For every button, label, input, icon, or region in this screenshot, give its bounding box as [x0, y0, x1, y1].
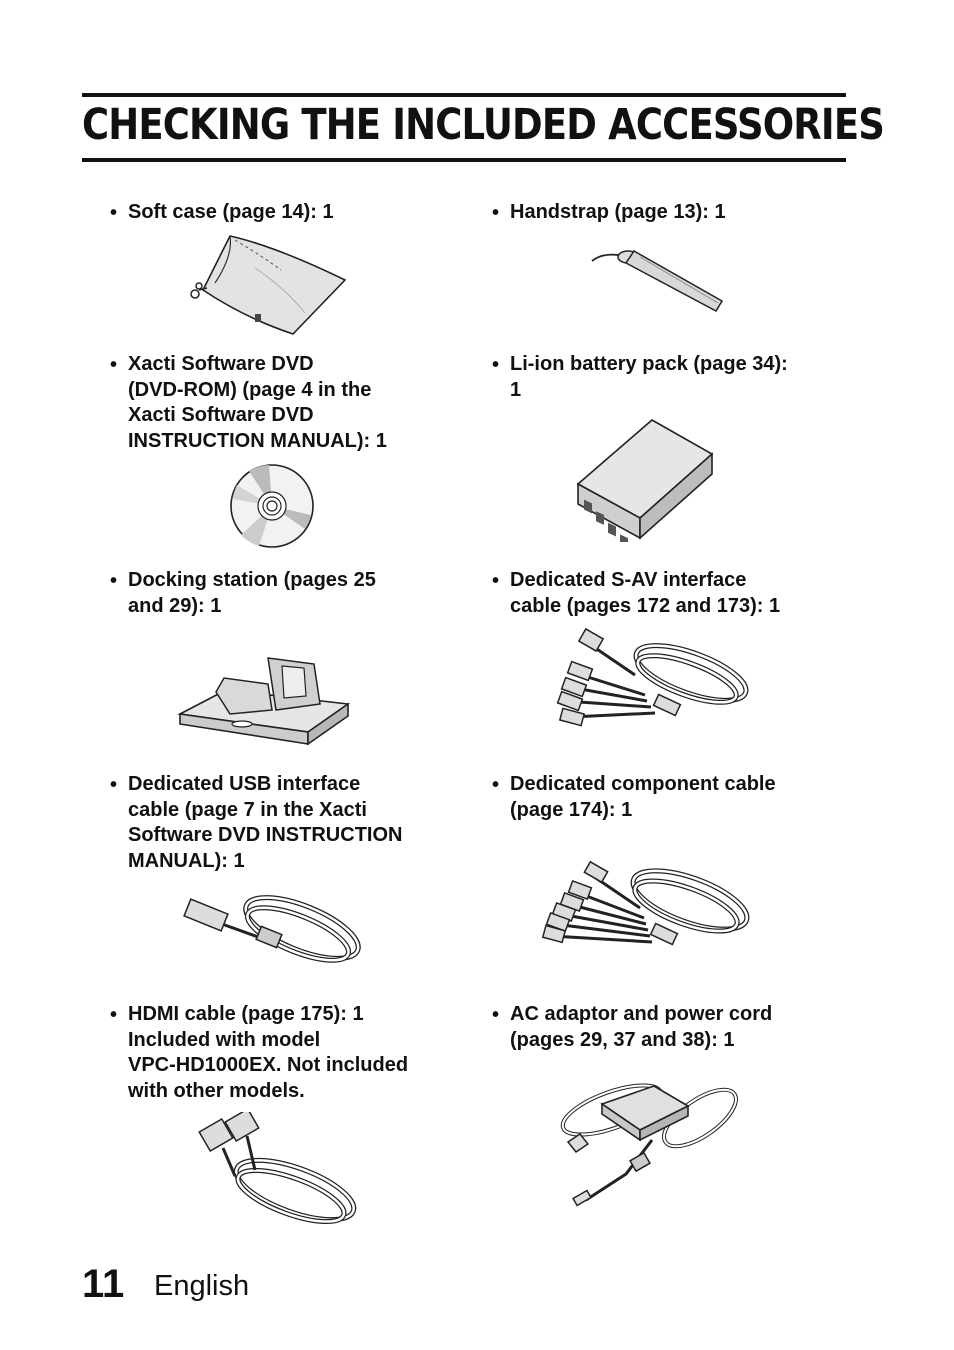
dvd-icon	[229, 463, 315, 549]
bullet: •	[492, 1004, 500, 1026]
battery-pack-icon	[572, 414, 717, 542]
bullet: •	[492, 570, 500, 592]
bullet: •	[110, 570, 118, 592]
sav-cable-icon	[555, 625, 753, 737]
accessory-item-sav-cable	[492, 568, 832, 619]
accessory-label: Li-ion battery pack (page 34): 1	[510, 353, 788, 401]
page-title: CHECKING THE INCLUDED ACCESSORIES	[82, 100, 885, 150]
accessory-label: Handstrap (page 13): 1	[510, 201, 726, 223]
accessory-item-hdmi-cable	[110, 1002, 450, 1104]
bullet: •	[110, 354, 118, 376]
bullet: •	[492, 354, 500, 376]
language-label: English	[154, 1270, 250, 1302]
accessory-label: Docking station (pages 25 and 29): 1	[128, 569, 376, 617]
bullet: •	[492, 774, 500, 796]
accessory-label: Dedicated component cable (page 174): 1	[510, 773, 776, 821]
accessory-item-dvd	[110, 352, 450, 454]
accessory-item-soft-case	[110, 200, 450, 226]
accessory-item-component-cable	[492, 772, 832, 823]
accessory-label: AC adaptor and power cord (pages 29, 37 and 38): 1	[510, 1003, 773, 1051]
bullet: •	[492, 202, 500, 224]
accessory-label: HDMI cable (page 175): 1 Included with model VPC-HD1000EX. Not included with other models.	[128, 1003, 409, 1102]
title-top-rule	[82, 93, 846, 97]
bullet: •	[110, 1004, 118, 1026]
accessory-item-battery	[492, 352, 832, 403]
title-bottom-rule	[82, 158, 846, 162]
soft-case-icon	[185, 228, 350, 338]
accessory-item-handstrap	[492, 200, 832, 226]
accessory-item-docking-station	[110, 568, 450, 619]
component-cable-icon	[540, 852, 758, 964]
page-number: 11	[82, 1262, 125, 1306]
accessory-item-ac-adaptor	[492, 1002, 832, 1053]
accessory-item-usb-cable	[110, 772, 450, 874]
ac-adaptor-icon	[556, 1064, 746, 1214]
accessory-label: Dedicated USB interface cable (page 7 in the Xacti Software DVD INSTRUCTION MANUAL): 1	[128, 773, 403, 872]
docking-station-icon	[176, 652, 351, 752]
accessory-label: Xacti Software DVD (DVD-ROM) (page 4 in the Xacti Software DVD INSTRUCTION MANUAL): 1	[128, 353, 387, 452]
bullet: •	[110, 774, 118, 796]
bullet: •	[110, 202, 118, 224]
usb-cable-icon	[182, 884, 367, 984]
handstrap-icon	[590, 245, 730, 315]
hdmi-cable-icon	[195, 1112, 363, 1234]
accessory-label: Soft case (page 14): 1	[128, 201, 334, 223]
accessory-label: Dedicated S-AV interface cable (pages 172 and 173): 1	[510, 569, 781, 617]
